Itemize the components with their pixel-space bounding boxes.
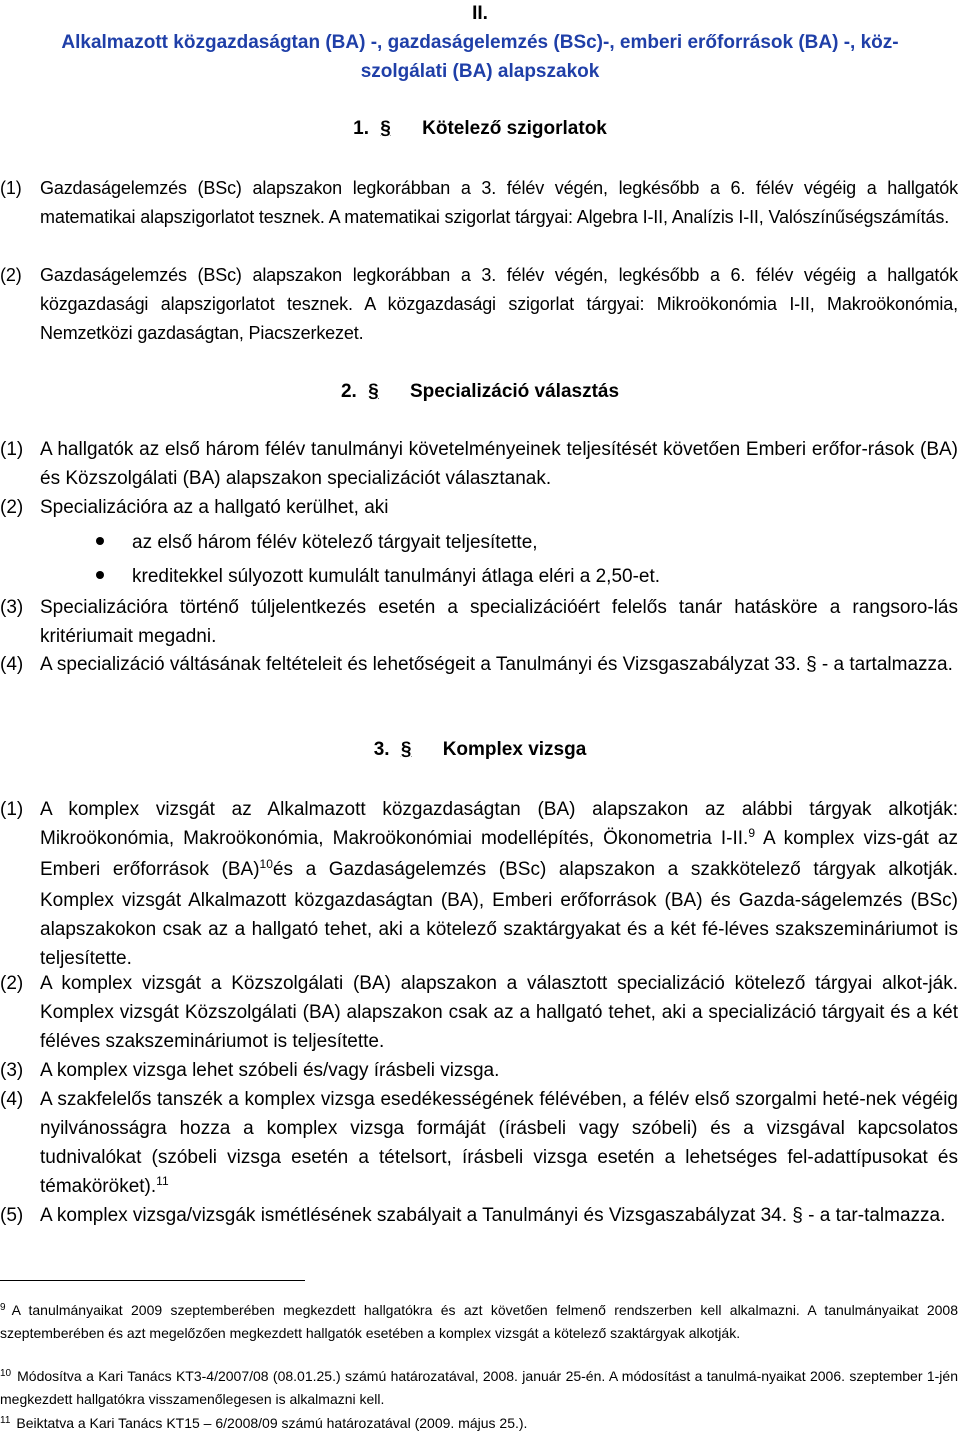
section-1-heading bbox=[0, 115, 960, 143]
document-title: Alkalmazott közgazdaságtan (BA) -, gazdaságelemzés (BSc)-, emberi erőforrások (BA) -, köz-szolgálati (BA) alapszakok bbox=[61, 32, 899, 82]
paragraph-label: (1) bbox=[0, 799, 24, 820]
footnote bbox=[0, 1300, 958, 1343]
paragraph bbox=[0, 174, 958, 232]
paragraph-label: (1) bbox=[0, 178, 22, 198]
section-sign: § bbox=[368, 381, 379, 402]
paragraph-text bbox=[40, 1085, 958, 1203]
paragraph-text: Gazdaságelemzés (BSc) alapszakon legkorábban a 3. félév végén, legkésőbb a 6. félév végéig a hallgatók matematikai alapszigorlatot tesznek. A matematikai szigorlat tárgyai: Algebra I-II, Analízis I-II, Valószínűségszámítás. bbox=[40, 178, 958, 227]
paragraph bbox=[0, 650, 958, 679]
footnote-separator bbox=[0, 1280, 305, 1281]
section-number: 1. bbox=[353, 118, 369, 139]
paragraph-text-part: A komplex vizsgát az Alkalmazott közgazdaságtan (BA) alapszakon az alábbi tárgyak alkotják: Mikroökonómia, Makroökonómia, Makroökonómiai modellépítés, Ökonometria I-II. bbox=[40, 799, 958, 849]
paragraph bbox=[0, 435, 958, 493]
paragraph bbox=[0, 593, 958, 651]
paragraph-label: (1) bbox=[0, 439, 24, 460]
paragraph-label: (4) bbox=[0, 654, 24, 675]
paragraph-text: A hallgatók az első három félév tanulmányi követelményeinek teljesítését követően Emberi erőfor-rások (BA) és Közszolgálati (BA) alapszakon specializációt választanak. bbox=[40, 439, 958, 489]
section-title: Komplex vizsga bbox=[442, 739, 587, 760]
paragraph bbox=[0, 1056, 958, 1085]
paragraph bbox=[0, 1085, 958, 1203]
footnote bbox=[0, 1413, 958, 1436]
paragraph bbox=[0, 261, 958, 348]
paragraph-text: A specializáció váltásának feltételeit és lehetőségeit a Tanulmányi és Vizsgaszabályzat 33. § - a tartalmazza. bbox=[40, 654, 953, 675]
paragraph-label: (3) bbox=[0, 597, 24, 618]
paragraph-text-part: A komplex vizs-gát az Emberi erőforrások (BA) bbox=[40, 828, 958, 880]
footnote-ref: 9 bbox=[748, 826, 756, 840]
list-item bbox=[96, 528, 538, 558]
list-item bbox=[96, 562, 660, 592]
paragraph-label: (4) bbox=[0, 1089, 24, 1110]
paragraph-text: Gazdaságelemzés (BSc) alapszakon legkorábban a 3. félév végén, legkésőbb a 6. félév végéig a hallgatók közgazdasági alapszigorlatot tesznek. A közgazdasági szigorlat tárgyai: Mikroökonómia I-II, Makroökonómia, Nemzetközi gazdaságtan, Piacszerkezet. bbox=[40, 265, 958, 343]
footnote-text: Módosítva a Kari Tanács KT3-4/2007/08 (08.01.25.) számú határozatával, 2008. január 25-én. A módosítást a tanulmá-nyaikat 2006. szeptember 1-jén megkezdett hallgatókra visszamenőlegesen is alkalmazni kell. bbox=[0, 1368, 958, 1407]
paragraph-label: (5) bbox=[0, 1205, 24, 1226]
section-number: 3. bbox=[373, 739, 390, 760]
footnote-ref: 10 bbox=[259, 857, 273, 871]
paragraph-label: (3) bbox=[0, 1060, 24, 1081]
section-3-heading bbox=[0, 736, 960, 764]
list-item-text: kreditekkel súlyozott kumulált tanulmányi átlaga eléri a 2,50-et. bbox=[132, 566, 661, 587]
paragraph bbox=[0, 969, 958, 1056]
paragraph-text: Specializációra történő túljelentkezés esetén a specializációért felelős tanár hatásköre a rangsoro-lás kritériumait megadni. bbox=[40, 597, 958, 647]
footnote-text: Beiktatva a Kari Tanács KT15 – 6/2008/09 számú határozatával (2009. május 25.). bbox=[16, 1415, 528, 1431]
paragraph-text: A komplex vizsga/vizsgák ismétlésének szabályait a Tanulmányi és Vizsgaszabályzat 34. § - a tar-talmazza. bbox=[40, 1205, 946, 1226]
section-sign: § bbox=[380, 118, 391, 139]
paragraph bbox=[0, 1201, 958, 1230]
section-2-heading bbox=[0, 378, 960, 406]
section-title: Kötelező szigorlatok bbox=[422, 118, 607, 139]
footnote-number: 10 bbox=[0, 1368, 12, 1379]
paragraph-text-part: A szakfelelős tanszék a komplex vizsga esedékességének félévében, a félév első szorgalmi heté-nek végéig nyilvánosságra hozza a komplex vizsga formáját (írásbeli vagy szóbeli) és a vizsgával kapcsolatos tudnivalókat (szóbeli vizsga esetén a tételsort, írásbeli vizsga esetén a lehetséges fel-adattípusokat és témaköröket). bbox=[40, 1089, 958, 1197]
list-item-text: az első három félév kötelező tárgyait teljesítette, bbox=[132, 532, 538, 553]
paragraph-label: (2) bbox=[0, 497, 24, 518]
paragraph-text: A komplex vizsga lehet szóbeli és/vagy írásbeli vizsga. bbox=[40, 1060, 500, 1081]
footnote-number: 11 bbox=[0, 1415, 11, 1426]
footnote-ref: 11 bbox=[156, 1174, 169, 1188]
paragraph-text: A komplex vizsgát a Közszolgálati (BA) alapszakon a választott specializáció kötelező tárgyai alkot-ják. Komplex vizsgát Közszolgálati (BA) alapszakon csak az a hallgató tehet, aki a specializáció tárgyait és a két féléves szakszemináriumot is teljesítette. bbox=[40, 973, 958, 1052]
paragraph bbox=[0, 493, 958, 522]
footnote-text: A tanulmányaikat 2009 szeptemberében megkezdett hallgatókra és azt követően felmenő rendszerben kell alkalmazni. A tanulmányaikat 2008 szeptemberében és azt megelőzően megkezdett hallgatók esetében a komplex vizsgát a kötelező szaktárgyak alkotják. bbox=[0, 1302, 958, 1341]
paragraph-label: (2) bbox=[0, 265, 22, 285]
paragraph-label: (2) bbox=[0, 973, 24, 994]
footnote bbox=[0, 1366, 958, 1409]
footnote-number: 9 bbox=[0, 1302, 6, 1313]
section-title: Specializáció választás bbox=[409, 381, 620, 402]
paragraph bbox=[0, 795, 958, 973]
paragraph-text: Specializációra az a hallgató kerülhet, aki bbox=[40, 497, 389, 518]
section-number: 2. bbox=[340, 381, 357, 402]
bullet-icon bbox=[96, 571, 104, 579]
paragraph-text bbox=[40, 795, 958, 973]
bullet-icon bbox=[96, 537, 104, 545]
paragraph-text-part: és a Gazdaságelemzés (BSc) alapszakon a szakkötelező tárgyak alkotják. Komplex vizsgát Alkalmazott közgazdaságtan (BA), Emberi erőforrások (BA) és Gazda-ságelemzés (BSc) alapszakokon csak az a hallgató tehet, aki a kötelező szaktárgyakat és a két fé-léves szakszemináriumot is teljesítette. bbox=[40, 859, 958, 969]
section-sign: § bbox=[400, 739, 412, 760]
chapter-number: II. bbox=[472, 3, 488, 24]
